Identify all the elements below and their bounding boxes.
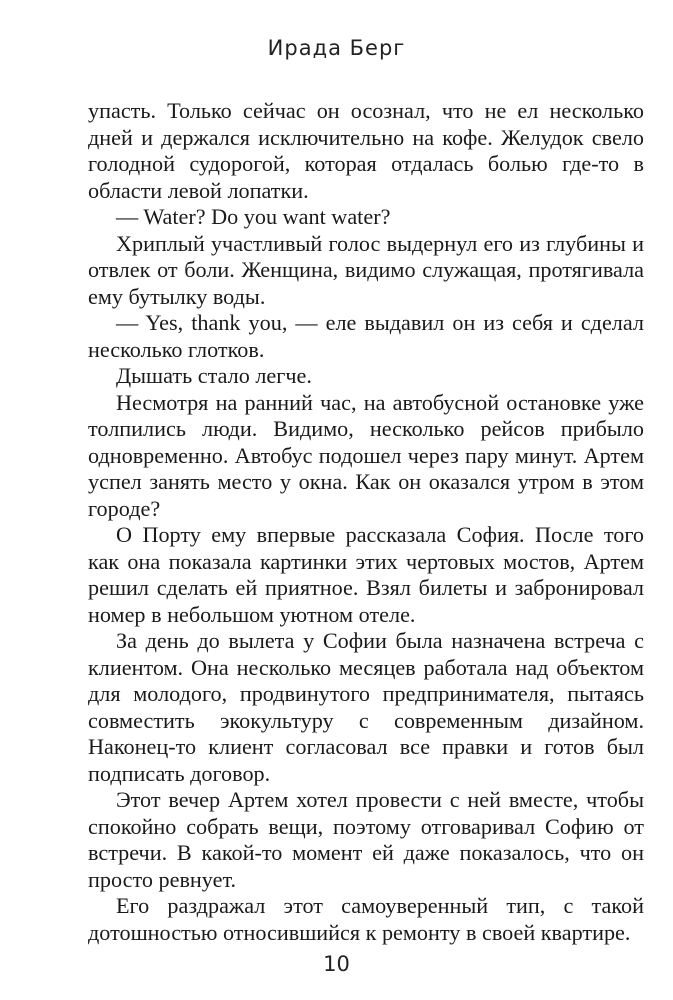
paragraph-6: Несмотря на ранний час, на автобусной остановке уже толпились люди. Видимо, несколько рейсов прибыло одновременно. Автобус подошел через пару минут. Артем успел занять место у окна. Как он оказался утром в этом городе?	[88, 389, 644, 521]
running-head-author: Ирада Берг	[267, 36, 406, 60]
paragraph-9: Этот вечер Артем хотел провести с ней вместе, чтобы спокойно собрать вещи, поэтому отговаривал Софию от встречи. В какой-то момент ей даже показалось, что он просто ревнует.	[88, 787, 644, 892]
paragraph-5: Дышать стало легче.	[116, 363, 312, 388]
paragraph-10: Его раздражал этот самоуверенный тип, с такой дотошностью относившийся к ремонту в своей квартире.	[88, 893, 644, 945]
paragraph-3: Хриплый участливый голос выдернул его из глубины и отвлек от боли. Женщина, видимо служащая, протягивала ему бутылку воды.	[88, 230, 644, 309]
body-text	[88, 98, 644, 946]
paragraph-7: О Порту ему впервые рассказала София. После того как она показала картинки этих чертовых мостов, Артем решил сделать ей приятное. Взял билеты и забронировал номер в небольшом уютном отеле.	[88, 522, 644, 627]
paragraph-8: За день до вылета у Софии была назначена встреча с клиентом. Она несколько месяцев работала над объектом для молодого, продвинутого предпринимателя, пытаясь совместить экокультуру с современным дизайном. Наконец-то клиент согласовал все правки и готов был подписать договор.	[88, 628, 644, 786]
paragraph-1: упасть. Только сейчас он осознал, что не ел несколько дней и держался исключительно на кофе. Желудок свело голодной судорогой, которая отдалась болью где-то в области левой лопатки.	[88, 98, 644, 203]
paragraph-2: — Water? Do you want water?	[116, 204, 391, 229]
paragraph-4: — Yes, thank you, — еле выдавил он из себя и сделал несколько глотков.	[88, 310, 644, 362]
page-number: 10	[323, 952, 350, 976]
